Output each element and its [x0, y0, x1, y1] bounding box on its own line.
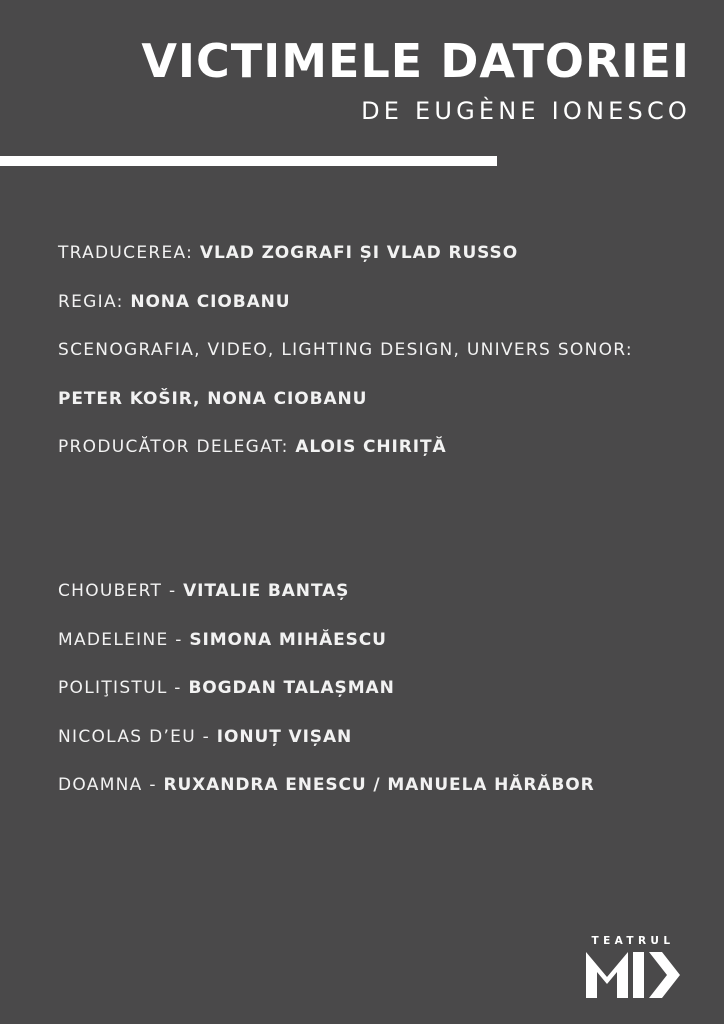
credits-list: [58, 239, 698, 482]
cast-actor: SIMONA MIHĂESCU: [189, 629, 387, 650]
cast-item: [58, 626, 698, 675]
teatrul-mic-logo: [584, 935, 682, 1001]
credit-label: PRODUCĂTOR DELEGAT:: [58, 437, 296, 457]
poster-title: VICTIMELE DATORIEI: [141, 34, 690, 88]
credit-value: NONA CIOBANU: [130, 291, 291, 312]
teatrul-mic-logo-icon: [586, 952, 680, 998]
credit-label: REGIA:: [58, 291, 131, 312]
credit-label: SCENOGRAFIA, VIDEO, LIGHTING DESIGN, UNIVERS SONOR:: [58, 340, 633, 360]
credit-producer: [58, 433, 698, 482]
cast-actor: RUXANDRA ENESCU / MANUELA HĂRĂBOR: [163, 775, 595, 795]
cast-actor: VITALIE BANTAȘ: [183, 581, 350, 601]
cast-item: [58, 723, 698, 772]
cast-list: [58, 577, 698, 820]
title-divider: [0, 156, 497, 166]
cast-role: MADELEINE -: [58, 629, 190, 650]
cast-role: DOAMNA -: [58, 775, 164, 795]
credit-label: TRADUCEREA:: [58, 243, 200, 263]
cast-role: NICOLAS D’EU -: [58, 726, 217, 747]
cast-actor: BOGDAN TALAȘMAN: [188, 678, 395, 698]
cast-item: [58, 771, 698, 820]
cast-actor: IONUȚ VIȘAN: [216, 726, 353, 747]
cast-role: POLIŢISTUL -: [58, 678, 189, 698]
credit-direction: [58, 288, 698, 337]
credit-design-names: [58, 385, 698, 434]
cast-role: CHOUBERT -: [58, 581, 184, 601]
credit-value: VLAD ZOGRAFI ȘI VLAD RUSSO: [199, 243, 519, 263]
credit-design: [58, 336, 698, 385]
cast-item: [58, 577, 698, 626]
credit-translation: [58, 239, 698, 288]
credit-value: PETER KOŠIR, NONA CIOBANU: [58, 388, 368, 409]
poster-subtitle: DE EUGÈNE IONESCO: [361, 97, 691, 125]
cast-item: [58, 674, 698, 723]
credit-value: ALOIS CHIRIȚĂ: [295, 437, 447, 457]
logo-word: TEATRUL: [591, 935, 675, 947]
